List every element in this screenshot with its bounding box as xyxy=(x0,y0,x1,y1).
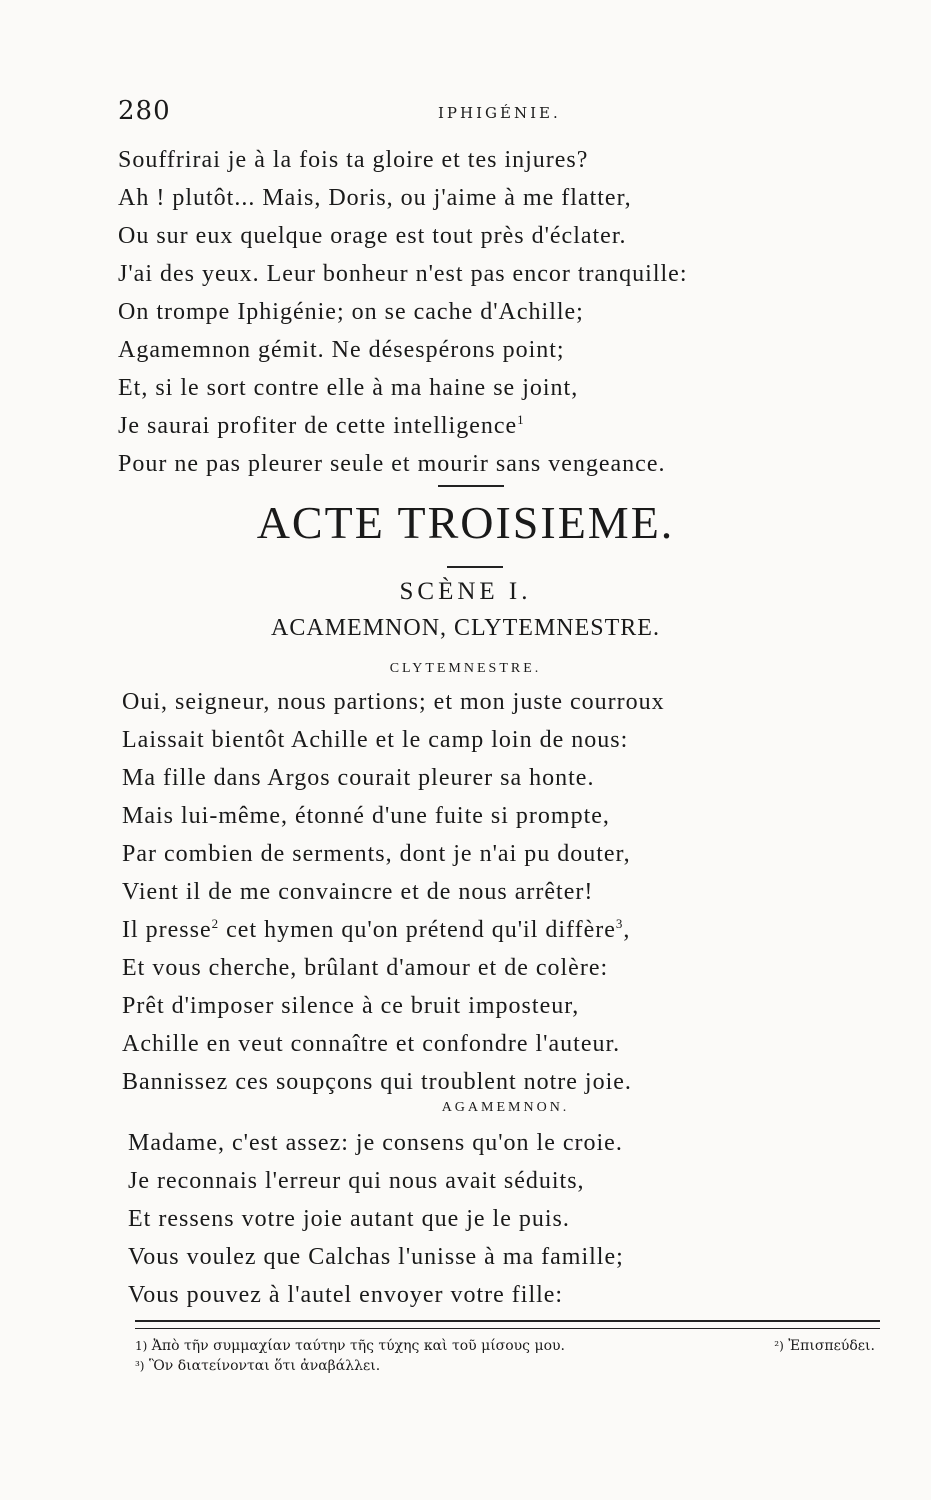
verse-line: Et, si le sort contre elle à ma haine se joint, xyxy=(118,375,579,401)
page-header xyxy=(118,96,878,130)
scene-title: SCÈNE I. xyxy=(399,578,532,605)
footnote-marker: 2 xyxy=(211,916,220,931)
verse-text: Il presse xyxy=(122,917,212,943)
verse-line xyxy=(122,911,665,949)
verse-text: cet hymen qu'on prétend qu'il diffère xyxy=(226,917,616,943)
verse-line: Ou sur eux quelque orage est tout près d'éclater. xyxy=(118,223,627,249)
footnote-text: Ἐπισπεύδει. xyxy=(788,1338,875,1354)
verse-line: Mais lui-même, étonné d'une fuite si prompte, xyxy=(122,803,610,829)
verse-line: Vous voulez que Calchas l'unisse à ma famille; xyxy=(128,1244,624,1270)
speaker-name: CLYTEMNESTRE. xyxy=(389,661,542,676)
verse-line: Bannissez ces soupçons qui troublent notre joie. xyxy=(122,1069,632,1095)
verse-line: Vient il de me convaincre et de nous arrêter! xyxy=(122,879,594,905)
verse-line: Je reconnais l'erreur qui nous avait séduits, xyxy=(128,1168,585,1194)
verse-line: Achille en veut connaître et confondre l'auteur. xyxy=(122,1031,621,1057)
verse-line: Par combien de serments, dont je n'ai pu douter, xyxy=(122,841,631,867)
footnote-2 xyxy=(774,1336,875,1356)
verse-text: , xyxy=(623,917,631,943)
verse-line: Agamemnon gémit. Ne désespérons point; xyxy=(118,337,565,363)
footnotes xyxy=(135,1336,875,1376)
verse-line: Vous pouvez à l'autel envoyer votre fille: xyxy=(128,1282,564,1308)
page-number: 280 xyxy=(118,96,171,126)
verse-block-clytemnestre xyxy=(122,683,665,1101)
scene-characters: ACAMEMNON, CLYTEMNESTRE. xyxy=(271,615,660,641)
footnote-number: ³) xyxy=(135,1359,145,1373)
verse-line: J'ai des yeux. Leur bonheur n'est pas encor tranquille: xyxy=(118,261,688,287)
separator-rule xyxy=(447,566,503,568)
verse-text: Je saurai profiter de cette intelligence xyxy=(118,413,518,439)
verse-block-agamemnon xyxy=(128,1124,624,1314)
footnote-1 xyxy=(135,1336,875,1356)
footnote-number: ²) xyxy=(774,1339,784,1353)
act-title: ACTE TROISIEME. xyxy=(256,497,675,548)
footnote-3 xyxy=(135,1356,875,1376)
verse-line: Ma fille dans Argos courait pleurer sa honte. xyxy=(122,765,595,791)
footnote-marker: 1 xyxy=(517,412,525,427)
verse-line: Souffrirai je à la fois ta gloire et tes injures? xyxy=(118,147,589,173)
verse-line: Pour ne pas pleurer seule et mourir sans vengeance. xyxy=(118,451,666,477)
separator-rule xyxy=(438,485,504,487)
footnote-rule xyxy=(135,1328,880,1329)
verse-line: On trompe Iphigénie; on se cache d'Achille; xyxy=(118,299,584,325)
footnote-text: Ὃν διατείνονται ὅτι ἀναβάλλει. xyxy=(148,1358,381,1374)
footnote-rule xyxy=(135,1320,880,1322)
verse-line: Et vous cherche, brûlant d'amour et de colère: xyxy=(122,955,609,981)
running-title: IPHIGÉNIE. xyxy=(438,104,561,122)
verse-line: Oui, seigneur, nous partions; et mon juste courroux xyxy=(122,689,665,715)
footnote-marker: 3 xyxy=(615,916,624,931)
verse-line xyxy=(118,407,688,445)
verse-line: Prêt d'imposer silence à ce bruit imposteur, xyxy=(122,993,580,1019)
verse-line: Et ressens votre joie autant que je le puis. xyxy=(128,1206,570,1232)
verse-line: Madame, c'est assez: je consens qu'on le croie. xyxy=(128,1130,623,1156)
verse-block-top xyxy=(118,141,688,483)
verse-line: Laissait bientôt Achille et le camp loin de nous: xyxy=(122,727,629,753)
footnote-number: 1) xyxy=(135,1339,148,1353)
footnote-text: Ἀπὸ τῆν συμμαχίαν ταύτην τῆς τύχης καὶ τοῦ μίσους μου. xyxy=(151,1338,565,1354)
verse-line: Ah ! plutôt... Mais, Doris, ou j'aime à me flatter, xyxy=(118,185,632,211)
speaker-name: AGAMEMNON. xyxy=(441,1100,570,1115)
